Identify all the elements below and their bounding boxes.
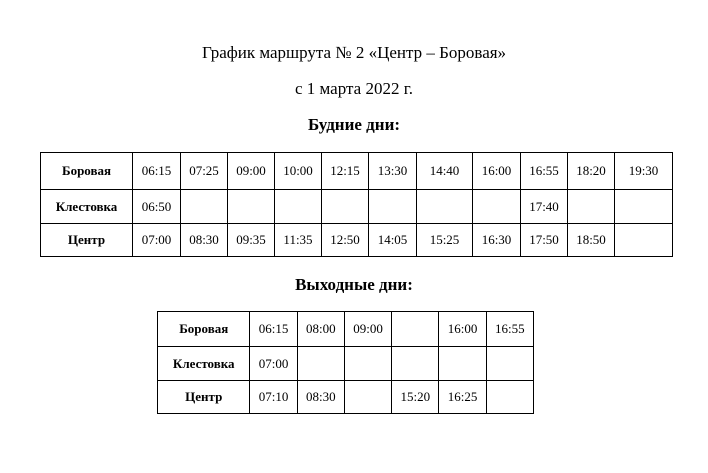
departure-time-cell: 14:05 bbox=[369, 224, 417, 257]
departure-time-cell bbox=[486, 347, 533, 381]
departure-time-cell: 18:50 bbox=[568, 224, 615, 257]
weekend-heading: Выходные дни: bbox=[295, 275, 413, 294]
departure-time-cell: 16:00 bbox=[473, 153, 521, 190]
departure-time-cell: 08:00 bbox=[297, 312, 344, 347]
weekend-timetable bbox=[157, 311, 534, 414]
departure-time-cell: 07:00 bbox=[250, 347, 297, 381]
departure-time-cell: 09:00 bbox=[344, 312, 391, 347]
timetable-row bbox=[41, 224, 673, 257]
stop-name: Центр bbox=[158, 381, 250, 414]
departure-time-cell: 07:25 bbox=[181, 153, 228, 190]
departure-time-cell: 09:00 bbox=[228, 153, 275, 190]
departure-time-cell: 07:10 bbox=[250, 381, 297, 414]
departure-time-cell: 07:00 bbox=[133, 224, 181, 257]
stop-name: Боровая bbox=[158, 312, 250, 347]
departure-time-cell: 06:15 bbox=[133, 153, 181, 190]
departure-time-cell bbox=[568, 190, 615, 224]
departure-time-cell bbox=[615, 224, 673, 257]
departure-time-cell: 14:40 bbox=[417, 153, 473, 190]
departure-time-cell: 16:25 bbox=[439, 381, 486, 414]
departure-time-cell: 12:15 bbox=[322, 153, 369, 190]
departure-time-cell: 06:15 bbox=[250, 312, 297, 347]
departure-time-cell: 15:25 bbox=[417, 224, 473, 257]
departure-time-cell bbox=[297, 347, 344, 381]
timetable-row bbox=[41, 153, 673, 190]
departure-time-cell: 12:50 bbox=[322, 224, 369, 257]
departure-time-cell bbox=[322, 190, 369, 224]
departure-time-cell: 17:40 bbox=[521, 190, 568, 224]
stop-name: Клестовка bbox=[41, 190, 133, 224]
departure-time-cell bbox=[344, 347, 391, 381]
departure-time-cell bbox=[344, 381, 391, 414]
stop-name: Боровая bbox=[41, 153, 133, 190]
stop-name: Центр bbox=[41, 224, 133, 257]
departure-time-cell bbox=[369, 190, 417, 224]
schedule-effective-date: с 1 марта 2022 г. bbox=[295, 79, 413, 98]
timetable-row bbox=[41, 190, 673, 224]
timetable-row bbox=[158, 381, 534, 414]
departure-time-cell bbox=[275, 190, 322, 224]
departure-time-cell: 08:30 bbox=[297, 381, 344, 414]
departure-time-cell: 16:30 bbox=[473, 224, 521, 257]
departure-time-cell: 11:35 bbox=[275, 224, 322, 257]
departure-time-cell: 16:55 bbox=[486, 312, 533, 347]
stop-name: Клестовка bbox=[158, 347, 250, 381]
departure-time-cell: 10:00 bbox=[275, 153, 322, 190]
departure-time-cell: 19:30 bbox=[615, 153, 673, 190]
departure-time-cell: 17:50 bbox=[521, 224, 568, 257]
departure-time-cell: 16:55 bbox=[521, 153, 568, 190]
departure-time-cell: 06:50 bbox=[133, 190, 181, 224]
departure-time-cell bbox=[473, 190, 521, 224]
departure-time-cell: 13:30 bbox=[369, 153, 417, 190]
departure-time-cell bbox=[615, 190, 673, 224]
departure-time-cell: 09:35 bbox=[228, 224, 275, 257]
weekday-heading: Будние дни: bbox=[307, 115, 401, 134]
departure-time-cell: 16:00 bbox=[439, 312, 486, 347]
departure-time-cell bbox=[392, 312, 439, 347]
timetable-row bbox=[158, 312, 534, 347]
weekday-timetable bbox=[40, 152, 673, 257]
departure-time-cell bbox=[181, 190, 228, 224]
departure-time-cell bbox=[417, 190, 473, 224]
departure-time-cell bbox=[486, 381, 533, 414]
departure-time-cell: 15:20 bbox=[392, 381, 439, 414]
departure-time-cell bbox=[392, 347, 439, 381]
schedule-title: График маршрута № 2 «Центр – Боровая» bbox=[201, 43, 507, 62]
departure-time-cell bbox=[228, 190, 275, 224]
departure-time-cell: 18:20 bbox=[568, 153, 615, 190]
departure-time-cell bbox=[439, 347, 486, 381]
departure-time-cell: 08:30 bbox=[181, 224, 228, 257]
timetable-row bbox=[158, 347, 534, 381]
